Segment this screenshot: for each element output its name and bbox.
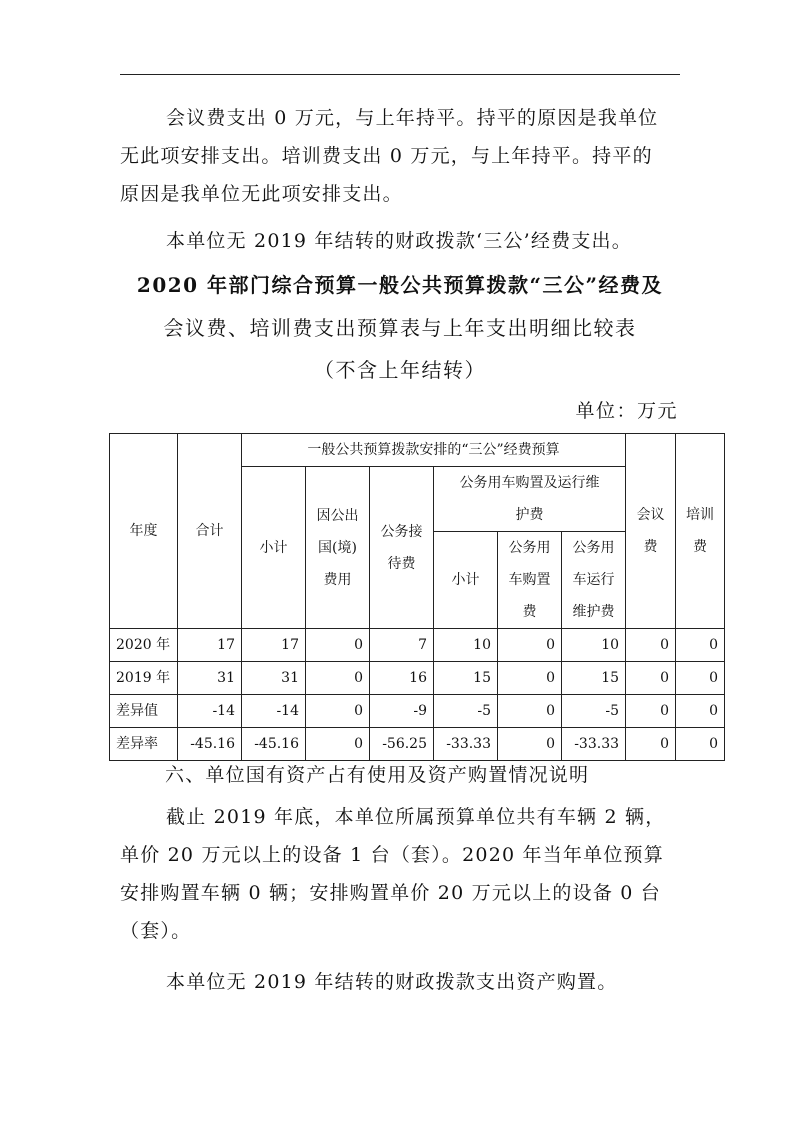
table-row: 2020 年 17 17 0 7 10 0 10 0 0 <box>110 629 725 662</box>
paragraph-line: 原因是我单位无此项安排支出。 <box>120 183 403 205</box>
paragraph-meeting-training <box>120 99 685 213</box>
section-heading-assets: 六、单位国有资产占有使用及资产购置情况说明 <box>165 764 590 786</box>
header-rule <box>120 74 680 75</box>
paragraph-line: 截止 2019 年底，本单位所属预算单位共有车辆 2 辆， <box>166 806 666 828</box>
paragraph-line: 无此项安排支出。培训费支出 0 万元，与上年持平。持平的 <box>120 145 653 167</box>
paragraph-line: 本单位无 2019 年结转的财政拨款支出资产购置。 <box>166 971 618 993</box>
table-row: 差异值 -14 -14 0 -9 -5 0 -5 0 0 <box>110 695 725 728</box>
header-meeting: 会议 费 <box>626 434 676 629</box>
header-vehicle-operation: 公务用 车运行 维护费 <box>562 532 626 629</box>
header-total: 合计 <box>178 434 242 629</box>
table-row: 2019 年 31 31 0 16 15 0 15 0 0 <box>110 662 725 695</box>
paragraph-line: 单价 20 万元以上的设备 1 台（套）。2020 年当年单位预算 <box>120 844 664 866</box>
header-subtotal: 小计 <box>242 467 306 629</box>
table-title-line3: （不含上年结转） <box>314 358 486 382</box>
header-vehicle-group: 公务用车购置及运行维 护费 <box>434 467 626 532</box>
paragraph-line: （套）。 <box>120 920 192 942</box>
budget-comparison-table <box>109 433 725 761</box>
table-title-line1: 2020 年部门综合预算一般公共预算拨款“三公”经费及 <box>136 273 664 297</box>
paragraph-line: 会议费支出 0 万元，与上年持平。持平的原因是我单位 <box>166 107 659 129</box>
table-title-line2: 会议费、培训费支出预算表与上年支出明细比较表 <box>163 316 637 340</box>
header-training: 培训 费 <box>676 434 725 629</box>
header-reception: 公务接 待费 <box>370 467 434 629</box>
header-vehicle-purchase: 公务用 车购置 费 <box>498 532 562 629</box>
paragraph-line: 安排购置车辆 0 辆；安排购置单价 20 万元以上的设备 0 台 <box>120 882 661 904</box>
paragraph-line: 本单位无 2019 年结转的财政拨款‘三公’经费支出。 <box>166 230 632 252</box>
header-abroad: 因公出 国(境) 费用 <box>306 467 370 629</box>
paragraph-carryover <box>120 222 685 260</box>
table-row: 差异率 -45.16 -45.16 0 -56.25 -33.33 0 -33.33 0 0 <box>110 728 725 761</box>
header-year: 年度 <box>110 434 178 629</box>
unit-label: 单位：万元 <box>575 400 678 422</box>
paragraph-assets <box>120 798 685 950</box>
header-three-public-group: 一般公共预算拨款安排的“三公”经费预算 <box>242 434 626 467</box>
header-vehicle-subtotal: 小计 <box>434 532 498 629</box>
paragraph-asset-carryover <box>120 963 685 1001</box>
